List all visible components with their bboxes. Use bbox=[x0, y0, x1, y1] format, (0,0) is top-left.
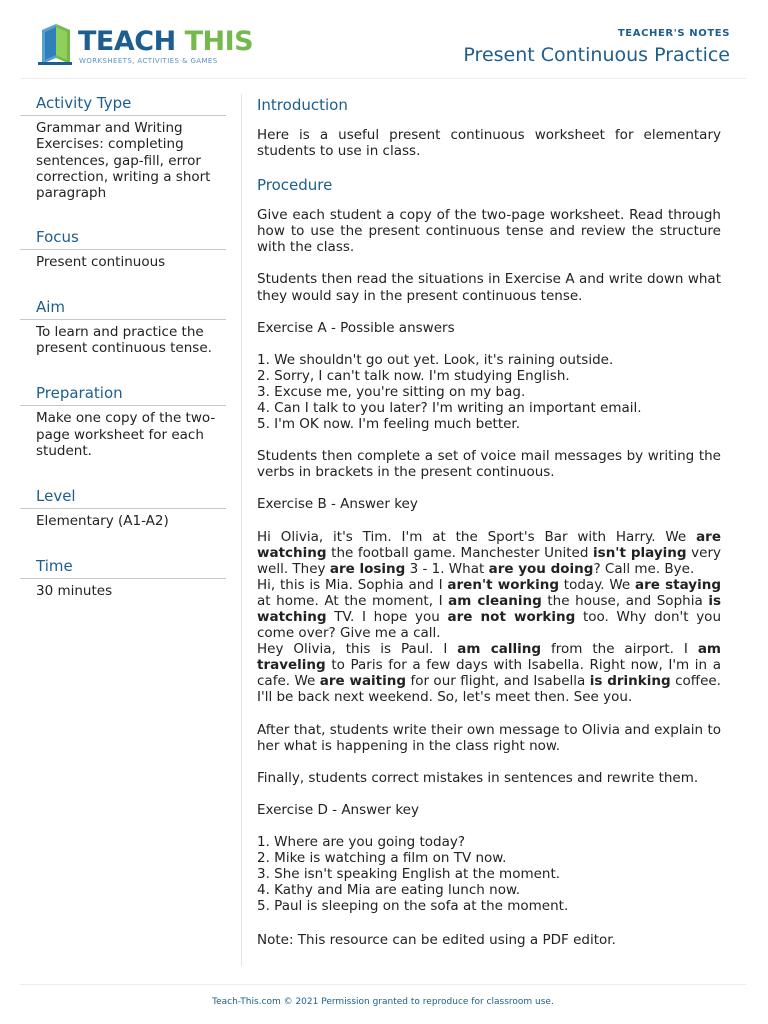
answer-line: 2. Sorry, I can't talk now. I'm studying English. bbox=[257, 367, 570, 384]
teachers-notes-label: TEACHER'S NOTES bbox=[617, 28, 730, 39]
sidebar-text: Make one copy of the two-page worksheet for each student. bbox=[36, 410, 216, 459]
sidebar-text: Present continuous bbox=[36, 254, 166, 271]
sidebar-preparation bbox=[20, 384, 226, 459]
exercise-a-title: Exercise A - Possible answers bbox=[257, 319, 455, 336]
logo-word-teach: TEACH bbox=[78, 26, 176, 57]
voicemail-answers bbox=[257, 529, 721, 706]
voicemail-message: Hey Olivia, this is Paul. I am calling from the airport. I am traveling to Paris for a few days with Isabella. Right now, I'm in a cafe. We are waiting for our flight, and Isabella is drinking coffee. I'll be back next weekend. So, let's meet then. See you. bbox=[257, 641, 721, 706]
answer-line: 4. Kathy and Mia are eating lunch now. bbox=[257, 882, 521, 899]
answer-line: 5. I'm OK now. I'm feeling much better. bbox=[257, 416, 521, 433]
procedure-paragraph: Students then read the situations in Exercise A and write down what they would say in the present continuous tense. bbox=[257, 271, 721, 304]
sidebar-text: 30 minutes bbox=[36, 582, 113, 599]
voicemail-message: Hi, this is Mia. Sophia and I aren't working today. We are staying at home. At the moment, I am cleaning the house, and Sophia is watching TV. I hope you are not working too. Why don't you come over? Give me a call. bbox=[257, 576, 721, 642]
column-divider bbox=[241, 94, 242, 966]
logo-tagline: WORKSHEETS, ACTIVITIES & GAMES bbox=[79, 57, 218, 65]
exercise-a-answers bbox=[257, 352, 721, 432]
editing-note: Note: This resource can be edited using a PDF editor. bbox=[257, 932, 616, 949]
answer-line: 5. Paul is sleeping on the sofa at the moment. bbox=[257, 898, 569, 915]
sidebar-time bbox=[20, 557, 226, 599]
sidebar-activity-type bbox=[20, 94, 226, 201]
introduction-heading: Introduction bbox=[257, 96, 348, 114]
sidebar-heading: Time bbox=[20, 557, 226, 579]
exercise-d-title: Exercise D - Answer key bbox=[257, 801, 419, 818]
sidebar bbox=[20, 94, 226, 621]
sidebar-text: To learn and practice the present continuous tense. bbox=[36, 323, 212, 357]
sidebar-level bbox=[20, 487, 226, 529]
sidebar-heading: Level bbox=[20, 487, 226, 509]
sidebar-heading: Preparation bbox=[20, 384, 226, 406]
sidebar-text: Elementary (A1-A2) bbox=[36, 513, 169, 530]
voicemail-message: Hi Olivia, it's Tim. I'm at the Sport's Bar with Harry. We are watching the football game. Manchester United isn't playing very well. They are losing 3 - 1. What are you doing? Call me. Bye. bbox=[257, 528, 721, 577]
logo-word-this: THIS bbox=[184, 26, 254, 57]
exercise-b-title: Exercise B - Answer key bbox=[257, 496, 418, 513]
sidebar-heading: Aim bbox=[20, 298, 226, 320]
copyright-text: Teach-This.com © 2021 Permission granted to reproduce for classroom use. bbox=[212, 997, 554, 1007]
sidebar-text: Grammar and Writing Exercises: completing sentences, gap-fill, error correction, writing a short paragraph bbox=[36, 120, 211, 202]
procedure-paragraph: Give each student a copy of the two-page worksheet. Read through how to use the present continuous tense and review the structure with the class. bbox=[257, 207, 721, 256]
teach-this-logo bbox=[36, 22, 254, 72]
book-icon bbox=[36, 22, 76, 68]
answer-line: 3. Excuse me, you're sitting on my bag. bbox=[257, 383, 526, 400]
sidebar-aim bbox=[20, 298, 226, 357]
sidebar-focus bbox=[20, 228, 226, 270]
answer-line: 2. Mike is watching a film on TV now. bbox=[257, 850, 507, 866]
procedure-paragraph: Finally, students correct mistakes in sentences and rewrite them. bbox=[257, 769, 699, 786]
procedure-paragraph: After that, students write their own message to Olivia and explain to her what is happening in the class right now. bbox=[257, 721, 721, 754]
answer-line: 3. She isn't speaking English at the moment. bbox=[257, 866, 561, 883]
sidebar-heading: Focus bbox=[20, 228, 226, 250]
answer-line: 4. Can I talk to you later? I'm writing an important email. bbox=[257, 400, 642, 417]
sidebar-heading: Activity Type bbox=[20, 94, 226, 116]
answer-line: 1. Where are you going today? bbox=[257, 833, 465, 850]
introduction-text: Here is a useful present continuous worksheet for elementary students to use in class. bbox=[257, 127, 721, 160]
document-title: Present Continuous Practice bbox=[463, 44, 730, 66]
exercise-d-answers bbox=[257, 834, 721, 914]
main-content bbox=[257, 95, 721, 964]
procedure-paragraph: Students then complete a set of voice mail messages by writing the verbs in brackets in the present continuous. bbox=[257, 448, 721, 481]
page-footer bbox=[20, 984, 746, 1007]
answer-line: 1. We shouldn't go out yet. Look, it's raining outside. bbox=[257, 351, 614, 368]
page-header bbox=[20, 0, 746, 79]
procedure-heading: Procedure bbox=[257, 176, 333, 195]
